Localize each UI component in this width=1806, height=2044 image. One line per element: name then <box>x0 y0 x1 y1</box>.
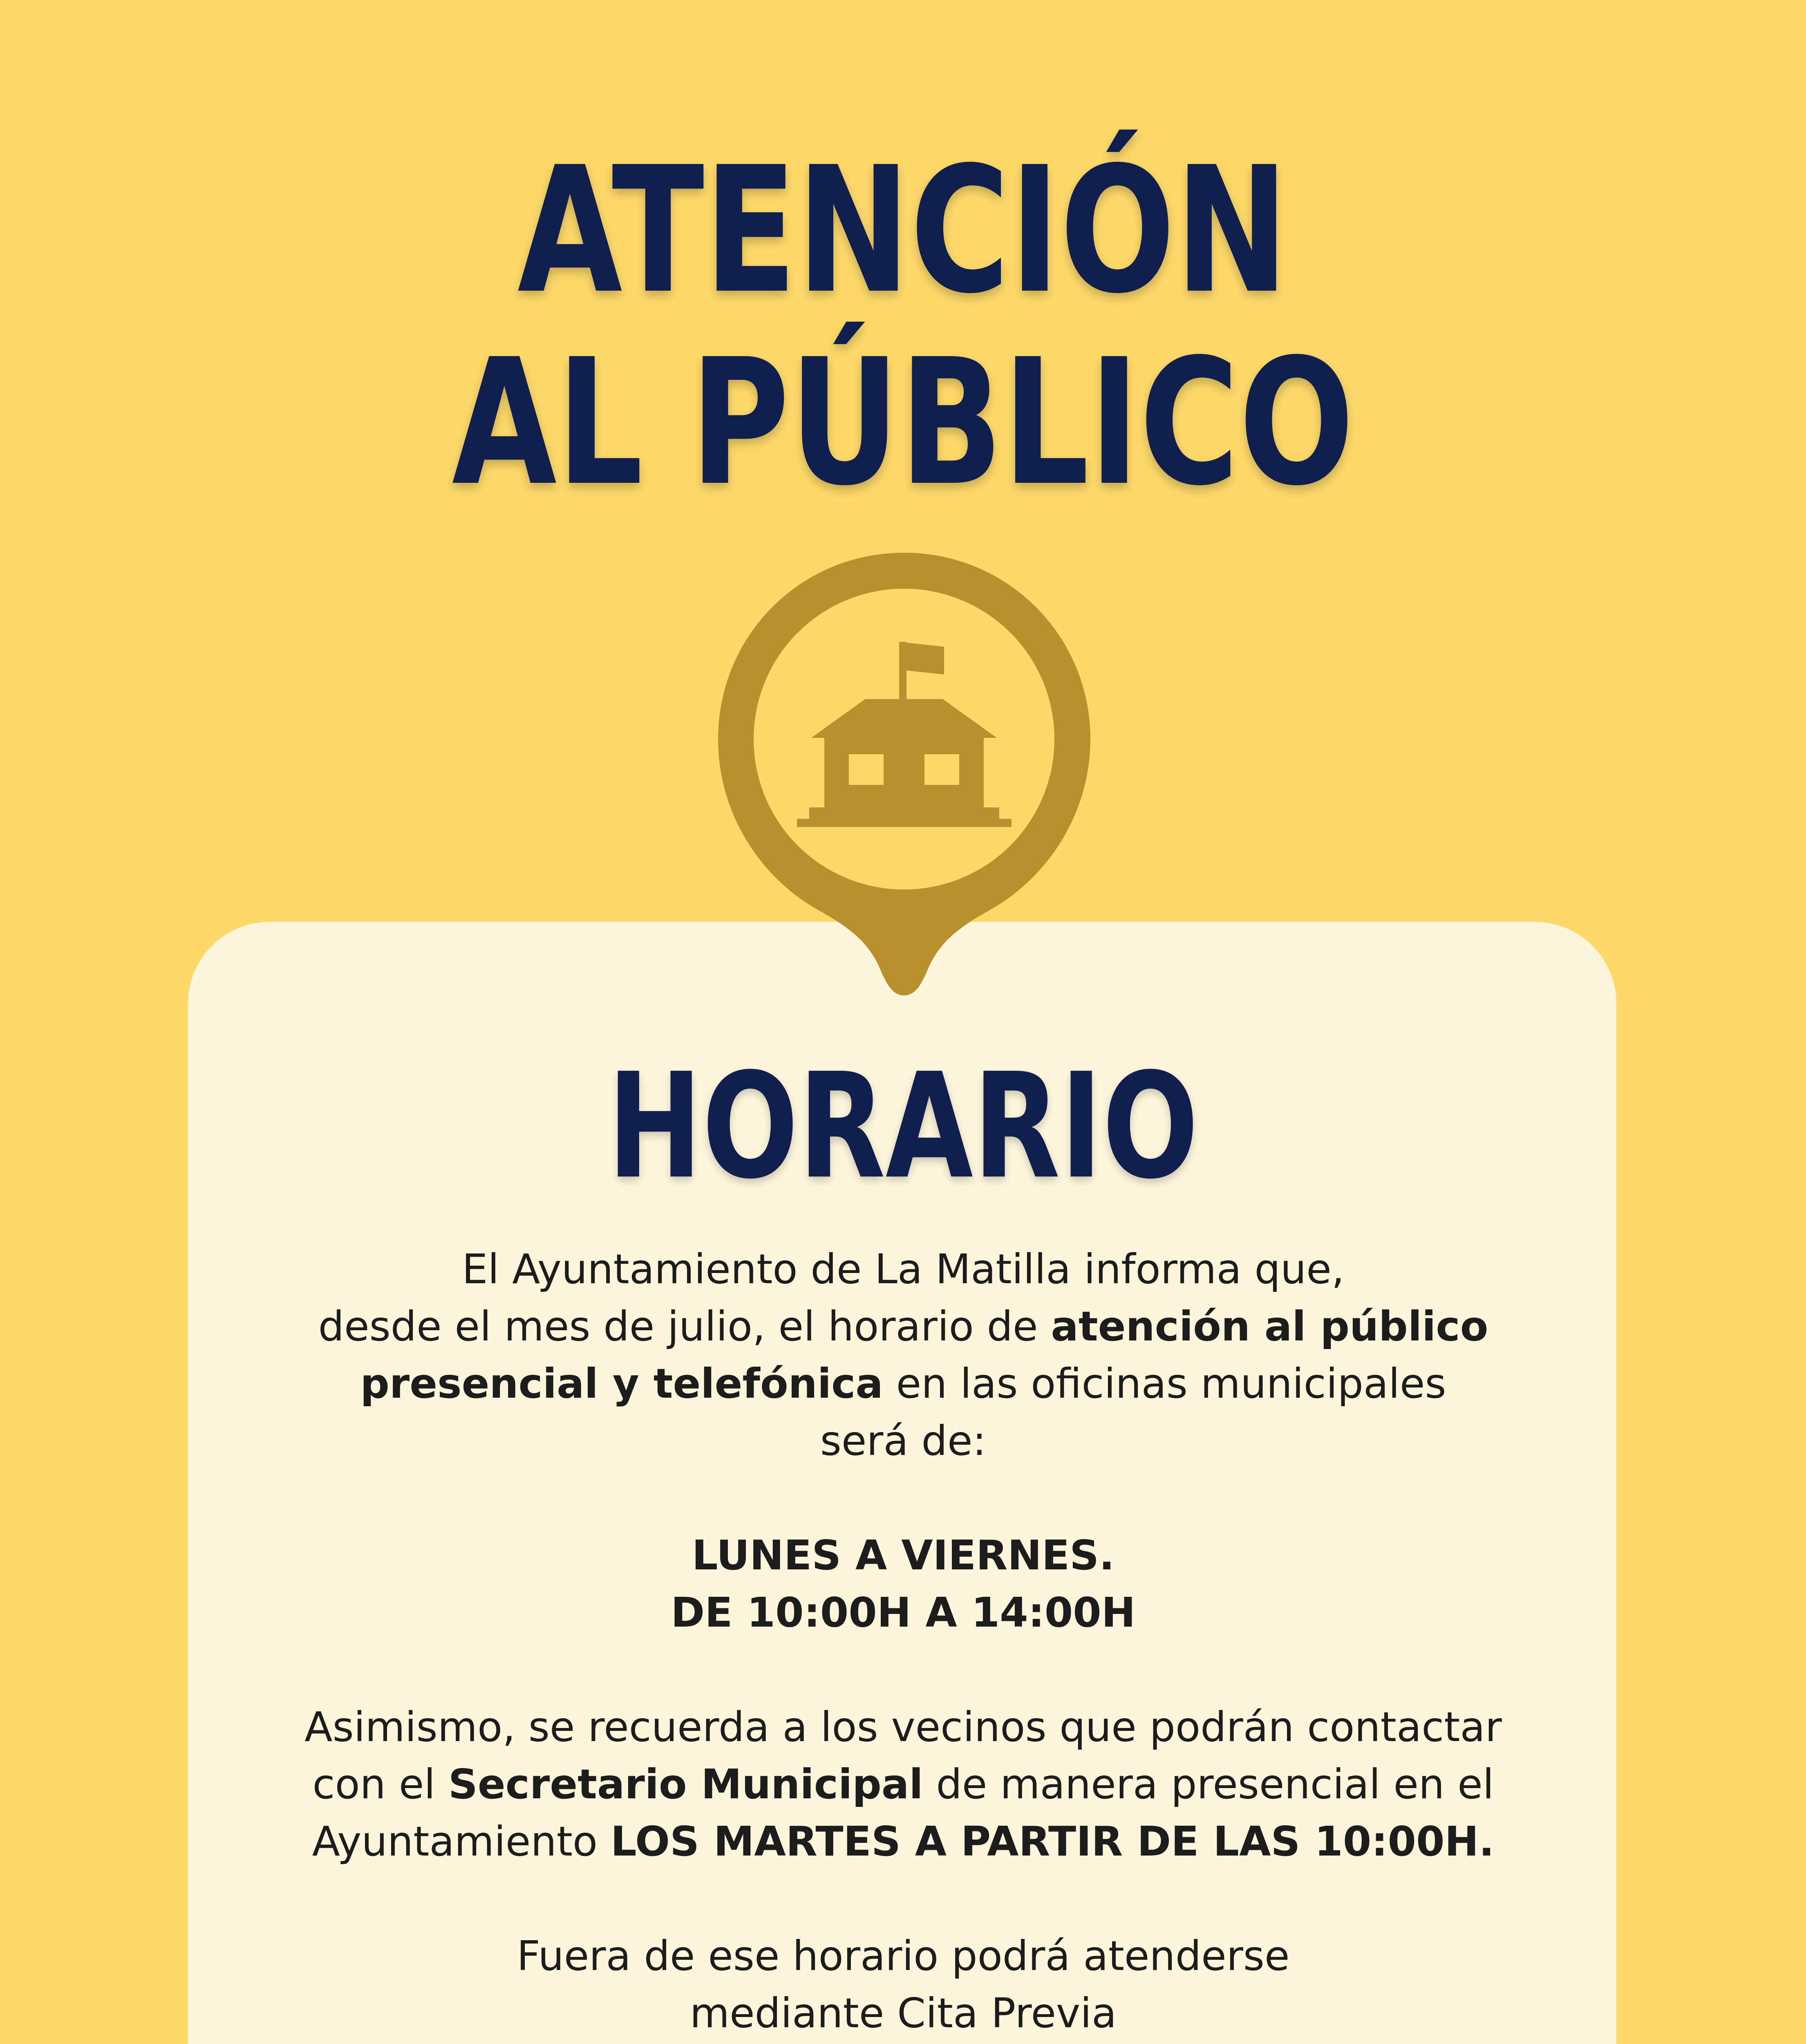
bold-text: LUNES A VIERNES. <box>692 1531 1115 1579</box>
reminder-line-2 <box>229 1756 1578 1813</box>
text: desde el mes de julio, el horario de <box>318 1302 1051 1350</box>
title-line-2: AL PÚBLICO <box>452 322 1354 524</box>
card-body <box>229 1241 1578 2042</box>
bold-text: atención al público <box>1051 1302 1488 1350</box>
title-line-1: ATENCIÓN <box>517 130 1289 332</box>
reminder-line-3 <box>229 1813 1578 1870</box>
location-pin-icon <box>717 552 1091 997</box>
intro-line-2 <box>229 1298 1578 1355</box>
bold-text: Secretario Municipal <box>448 1760 923 1808</box>
text: Ayuntamiento <box>312 1818 611 1865</box>
intro-line-3 <box>229 1355 1578 1412</box>
schedule-hours <box>229 1584 1578 1641</box>
text: con el <box>312 1760 448 1808</box>
text: Fuera de ese horario podrá atenderse <box>517 1932 1290 1980</box>
intro-line-4 <box>229 1412 1578 1470</box>
text: Asimismo, se recuerda a los vecinos que podrán contactar <box>304 1703 1502 1751</box>
bold-text: presencial y telefónica <box>360 1360 883 1407</box>
intro-line-1 <box>229 1241 1578 1298</box>
bold-text: LOS MARTES A PARTIR DE LAS 10:00H. <box>611 1818 1495 1865</box>
bold-text: DE 10:00H A 14:00H <box>671 1589 1136 1636</box>
text: de manera presencial en el <box>923 1760 1494 1808</box>
text: en las oficinas municipales <box>883 1360 1446 1407</box>
outside-line-1 <box>229 1927 1578 1985</box>
text: El Ayuntamiento de La Matilla informa que, <box>462 1245 1345 1293</box>
text: será de: <box>820 1417 987 1465</box>
reminder-line-1 <box>229 1699 1578 1756</box>
schedule-heading: HORARIO <box>607 1042 1199 1211</box>
schedule-days <box>229 1527 1578 1584</box>
outside-line-2 <box>229 1985 1578 2042</box>
page-title <box>199 130 1607 524</box>
text: mediante Cita Previa <box>689 1989 1117 2037</box>
